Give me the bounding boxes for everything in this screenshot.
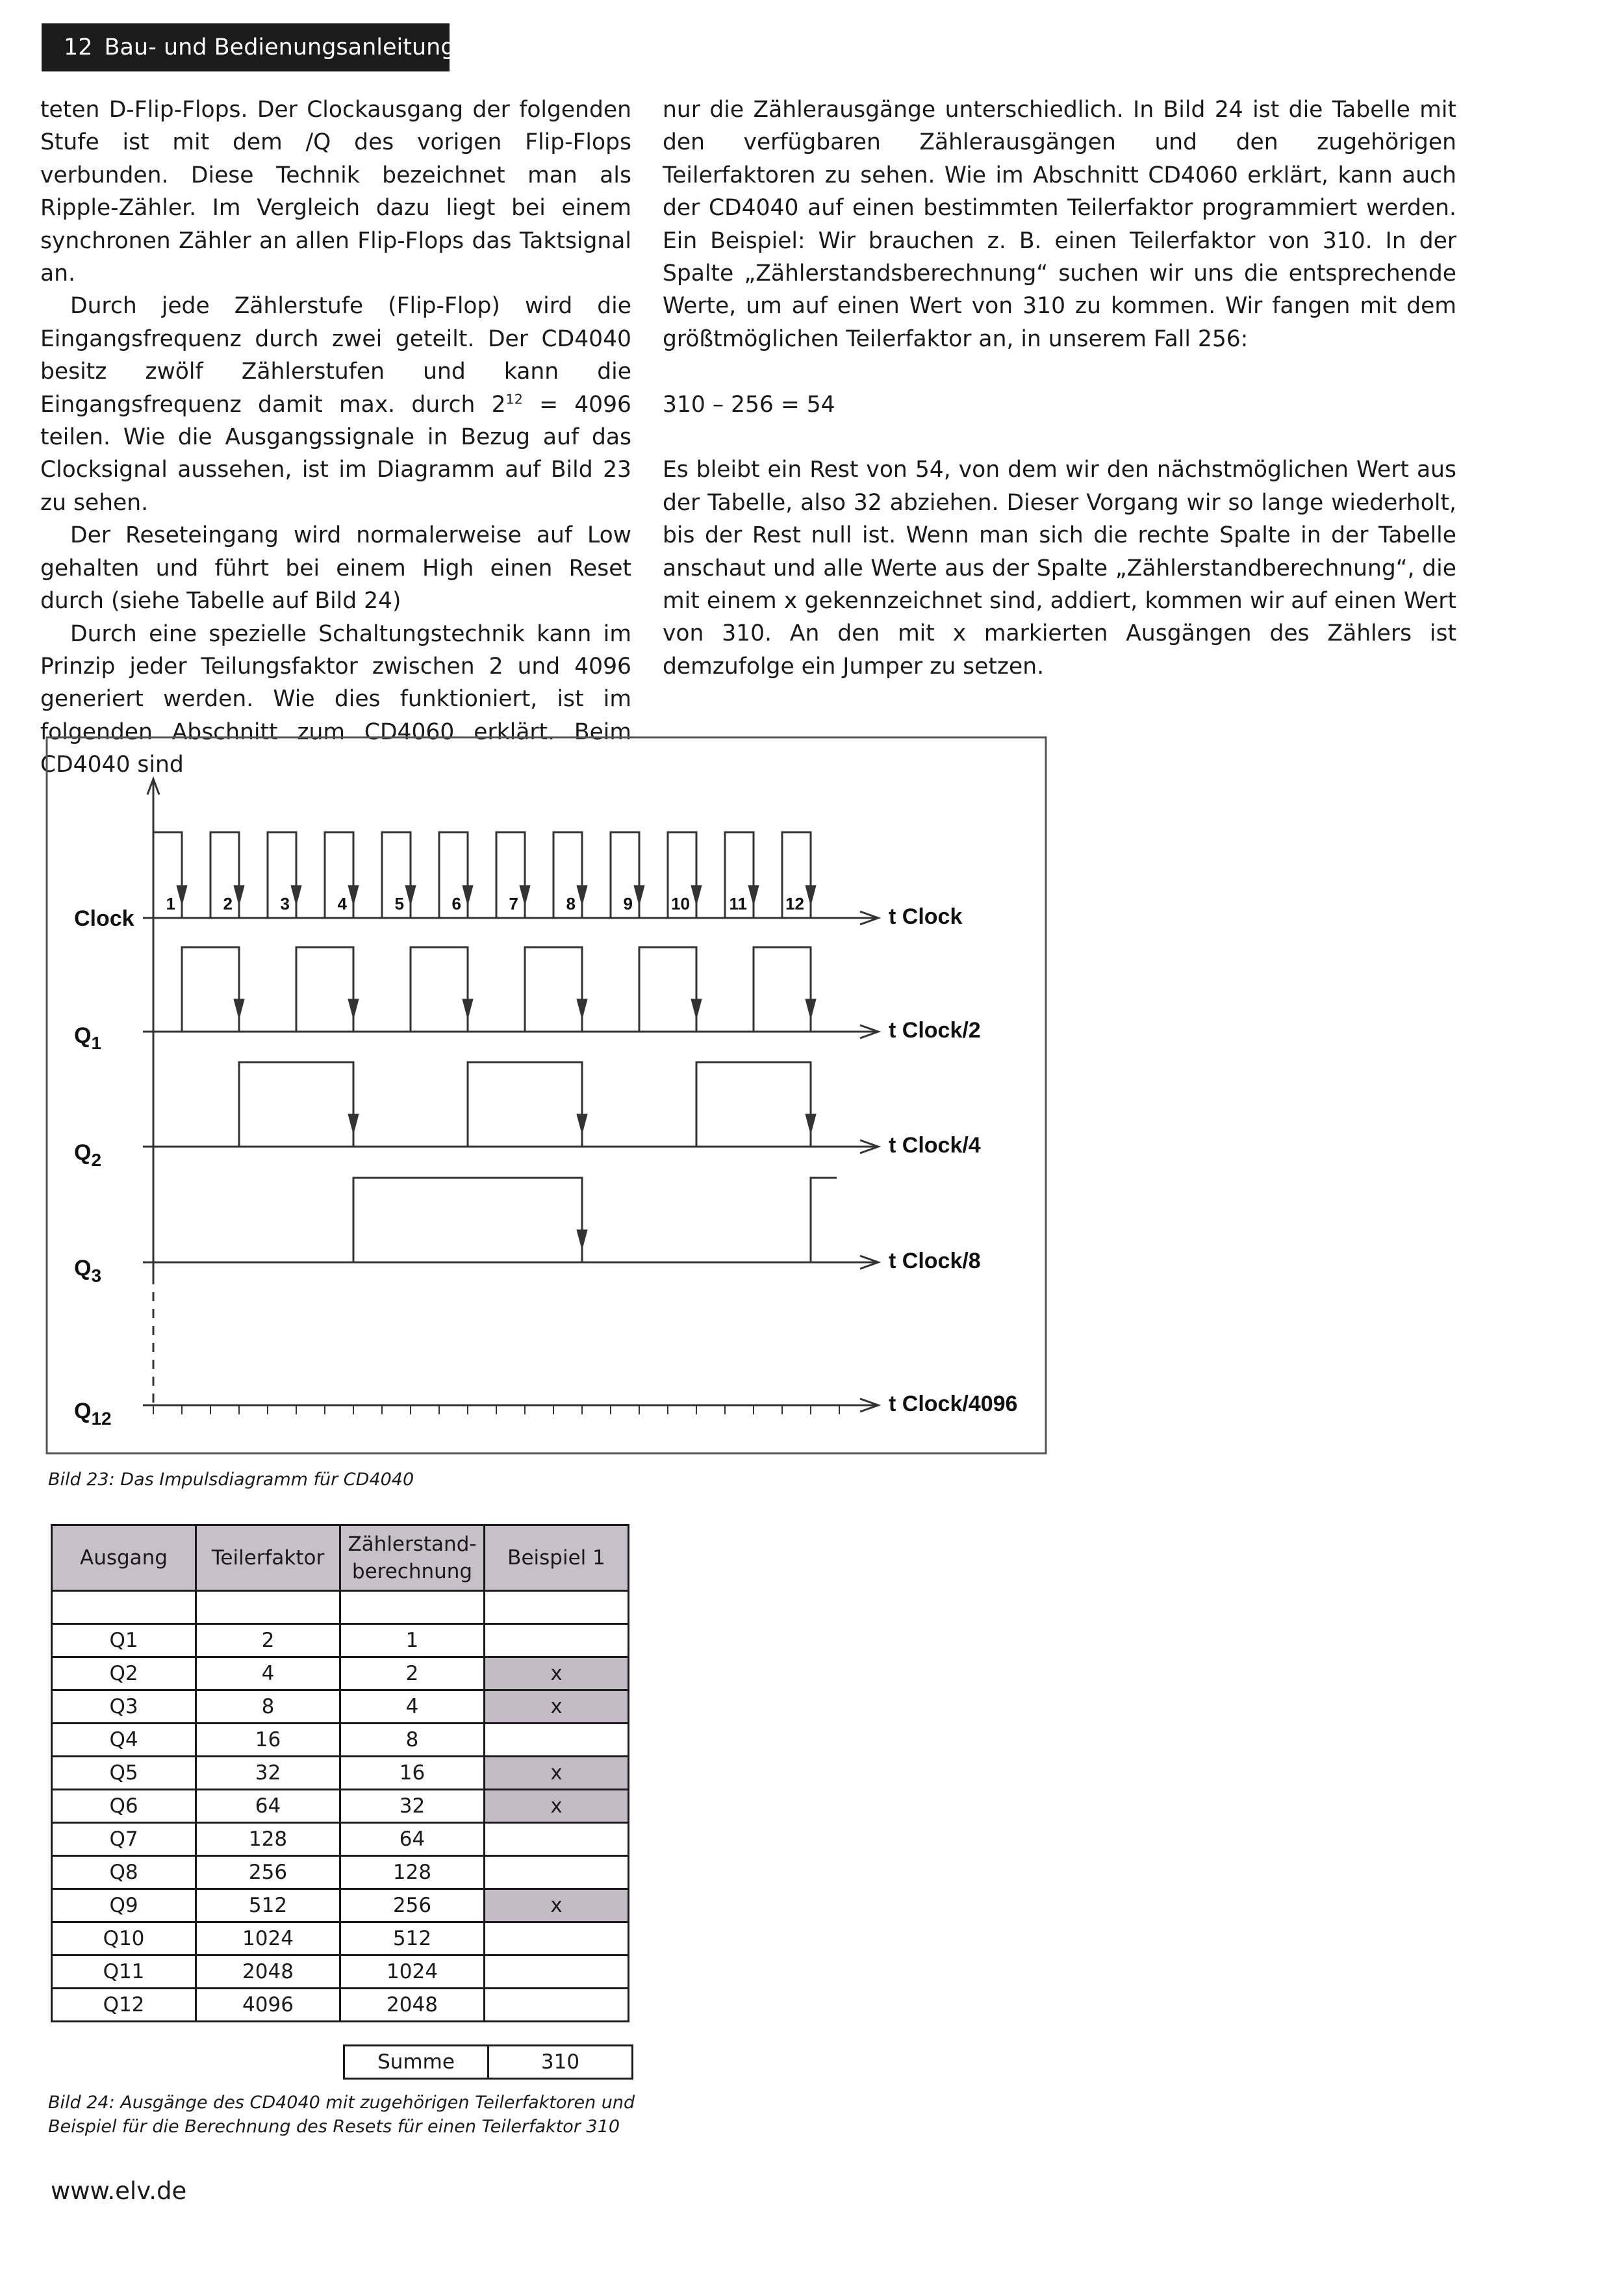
table-caption: Bild 24: Ausgänge des CD4040 mit zugehörigen Teilerfaktoren und Beispiel für die Berechnung des Resets für einen Teilerfaktor 310 — [48, 2093, 635, 2137]
table-cell: Q11 — [52, 1955, 196, 1989]
table-cell: Q9 — [52, 1889, 196, 1922]
table-cell: 64 — [196, 1790, 340, 1823]
table-cell: Q7 — [52, 1823, 196, 1856]
table-header: Teilerfaktor — [196, 1525, 340, 1591]
paragraph: Durch eine spezielle Schaltungstechnik kann im Prinzip jeder Teilungsfaktor zwischen 2 und 4096 generiert werden. Wie dies funktioniert, ist im folgenden Abschnitt zum CD4060 erklärt. Beim CD4040 sind — [40, 620, 631, 778]
pulse-number: 7 — [509, 894, 518, 913]
page-number: 12 — [64, 34, 93, 60]
pulse-number: 8 — [566, 894, 576, 913]
table-cell — [196, 1591, 340, 1624]
paragraph: teten D-Flip-Flops. Der Clockausgang der folgenden Stufe ist mit dem /Q des vorigen Flip-Flops verbunden. Diese Technik bezeichnet man als Ripple-Zähler. Im Vergleich dazu liegt bei einem synchronen Zähler an allen Flip-Flops das Taktsignal an. — [40, 97, 631, 287]
table-row — [52, 1955, 629, 1989]
signal-label: $Q_2$ — [74, 1140, 102, 1170]
table-row — [52, 1591, 629, 1624]
time-axis-label: t Clock/4096 — [889, 1392, 1018, 1416]
q2-signal — [239, 1062, 811, 1147]
signal-label: $Q_{12}$ — [74, 1399, 112, 1429]
figure-frame — [47, 737, 1046, 1453]
table-cell: Q8 — [52, 1856, 196, 1889]
table-row — [52, 1922, 629, 1955]
table-cell: Q6 — [52, 1790, 196, 1823]
table-cell: 2048 — [196, 1955, 340, 1989]
timing-diagram — [45, 736, 1047, 1455]
table-cell: 512 — [196, 1889, 340, 1922]
table-cell: 128 — [340, 1856, 485, 1889]
table-row — [52, 1657, 629, 1690]
table-cell: 1 — [340, 1624, 485, 1657]
footer-url: www.elv.de — [51, 2177, 187, 2205]
table-row — [52, 1724, 629, 1757]
table-cell: 256 — [340, 1889, 485, 1922]
table-cell: 16 — [340, 1757, 485, 1790]
table-cell: 32 — [196, 1757, 340, 1790]
table-cell: Q12 — [52, 1989, 196, 2022]
signal-label: $Q_1$ — [74, 1023, 102, 1053]
table-row — [52, 1790, 629, 1823]
pulse-number: 2 — [223, 894, 233, 913]
table-cell — [485, 1922, 629, 1955]
table-row — [52, 1690, 629, 1724]
table-cell: 8 — [196, 1690, 340, 1724]
table-cell: 2048 — [340, 1989, 485, 2022]
table-cell: Q3 — [52, 1690, 196, 1724]
paragraph: nur die Zählerausgänge unterschiedlich. In Bild 24 ist die Tabelle mit den verfügbaren Zählerausgängen und den zugehörigen Teilerfaktoren zu sehen. Wie im Abschnitt CD4060 erklärt, kann auch der CD4040 auf einen bestimmten Teilerfaktor programmiert werden. Ein Beispiel: Wir brauchen z. B. einen Teilerfaktor von 310. In der Spalte „Zählerstandsberechnung“ suchen wir uns die entsprechende Werte, um auf einen Wert von 310 zu kommen. Wir fangen mit dem größtmöglichen Teilerfaktor an, in unserem Fall 256: — [663, 97, 1456, 352]
divider-table — [51, 1524, 629, 2022]
q3-signal — [353, 1178, 837, 1262]
table-cell — [485, 1955, 629, 1989]
sum-table — [343, 2044, 633, 2080]
pulse-number: 10 — [671, 894, 690, 913]
q1-signal — [182, 947, 811, 1032]
table-cell — [485, 1591, 629, 1624]
table-cell: 256 — [196, 1856, 340, 1889]
sum-value: 310 — [488, 2046, 633, 2079]
table-header: Zählerstand- berechnung — [340, 1525, 485, 1591]
table-cell: Q5 — [52, 1757, 196, 1790]
table-cell: 512 — [340, 1922, 485, 1955]
table-cell: 4 — [340, 1690, 485, 1724]
table-cell: 64 — [340, 1823, 485, 1856]
table-cell: 1024 — [196, 1922, 340, 1955]
header-title: Bau- und Bedienungsanleitung — [104, 34, 455, 60]
pulse-number: 3 — [280, 894, 290, 913]
table-cell: x — [485, 1757, 629, 1790]
table-cell: 4 — [196, 1657, 340, 1690]
pulse-number: 6 — [451, 894, 461, 913]
table-cell — [485, 1823, 629, 1856]
table-row — [52, 1823, 629, 1856]
right-text-column — [663, 94, 1456, 683]
equation: 310 – 256 = 54 — [663, 391, 835, 418]
table-cell: Q4 — [52, 1724, 196, 1757]
table-row — [52, 1624, 629, 1657]
table-cell — [485, 1856, 629, 1889]
page-header — [42, 23, 455, 71]
paragraph: Durch jede Zählerstufe (Flip-Flop) wird die Eingangsfrequenz durch zwei geteilt. Der CD4040 besitz zwölf Zählerstufen und kann die Eingangsfrequenz damit max. durch $2^{12} = 4096$ teilen. Wie die Ausgangssignale in Bezug auf das Clocksignal aussehen, ist im Diagramm auf Bild 23 zu sehen. — [40, 293, 631, 516]
table-cell: 1024 — [340, 1955, 485, 1989]
figure-caption: Bild 23: Das Impulsdiagramm für CD4040 — [48, 1470, 414, 1490]
table-cell: Q1 — [52, 1624, 196, 1657]
pulse-number: 12 — [785, 894, 804, 913]
table-header: Ausgang — [52, 1525, 196, 1591]
table-row — [52, 1757, 629, 1790]
pulse-number: 1 — [166, 894, 175, 913]
paragraph: Es bleibt ein Rest von 54, von dem wir den nächstmöglichen Wert aus der Tabelle, also 32 abziehen. Dieser Vorgang wir so lange wiederholt, bis der Rest null ist. Wenn man sich die rechte Spalte in der Tabelle anschaut und alle Werte aus der Spalte „Zählerstandberechnung“, die mit einem x gekennzeichnet sind, addiert, kommen wir auf einen Wert von 310. An den mit x markierten Ausgängen des Zählers ist demzufolge ein Jumper zu setzen. — [663, 457, 1456, 680]
table-cell: 8 — [340, 1724, 485, 1757]
pulse-number: 5 — [394, 894, 404, 913]
table-cell: Q10 — [52, 1922, 196, 1955]
sum-label: Summe — [344, 2046, 488, 2079]
table-cell — [340, 1591, 485, 1624]
signal-label: $Q_3$ — [74, 1256, 102, 1286]
table-row — [52, 1989, 629, 2022]
table-cell: x — [485, 1790, 629, 1823]
pulse-number: 9 — [623, 894, 633, 913]
table-cell: 2 — [340, 1657, 485, 1690]
left-text-column — [40, 94, 631, 782]
table-cell: 2 — [196, 1624, 340, 1657]
table-row — [52, 1889, 629, 1922]
table-cell: x — [485, 1889, 629, 1922]
table-row — [52, 1856, 629, 1889]
paragraph: Der Reseteingang wird normalerweise auf Low gehalten und führt bei einem High einen Reset durch (siehe Tabelle auf Bild 24) — [40, 522, 631, 615]
time-axis-label: t Clock/8 — [889, 1249, 981, 1273]
table-cell — [485, 1989, 629, 2022]
table-cell — [52, 1591, 196, 1624]
table-cell: 4096 — [196, 1989, 340, 2022]
time-axis-label: t Clock — [889, 904, 963, 929]
table-cell: x — [485, 1657, 629, 1690]
signal-label: Clock — [74, 906, 134, 931]
table-cell: Q2 — [52, 1657, 196, 1690]
table-cell: x — [485, 1690, 629, 1724]
table-cell — [485, 1624, 629, 1657]
time-axis-label: t Clock/2 — [889, 1018, 981, 1043]
table-cell: 32 — [340, 1790, 485, 1823]
clock-signal — [153, 832, 811, 918]
table-header: Beispiel 1 — [485, 1525, 629, 1591]
table-cell — [485, 1724, 629, 1757]
time-axis-label: t Clock/4 — [889, 1133, 981, 1158]
table-cell: 128 — [196, 1823, 340, 1856]
pulse-number: 4 — [337, 894, 347, 913]
pulse-number: 11 — [729, 894, 747, 913]
table-cell: 16 — [196, 1724, 340, 1757]
